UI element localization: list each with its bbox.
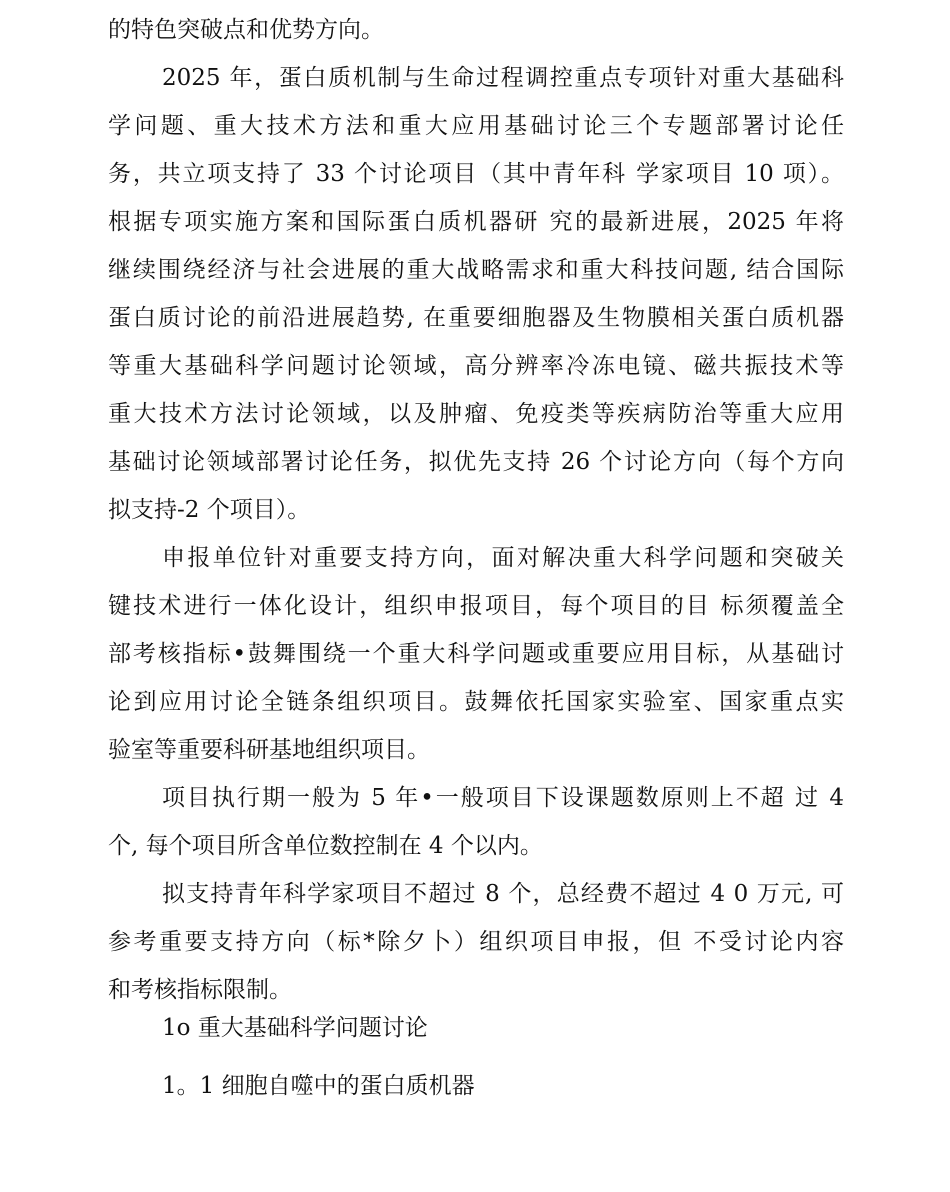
subsection-heading: 1。1 细胞自噬中的蛋白质机器 <box>162 1073 475 1099</box>
paragraph-line: 拟支持青年科学家项目不超过 8 个，总经费不超过 4 0 万元, 可 <box>162 881 844 907</box>
text-line: 的特色突破点和优势方向。 <box>108 17 384 43</box>
paragraph-line: 拟支持-2 个项目）。 <box>108 497 311 523</box>
paragraph-line: 基础讨论领域部署讨论任务，拟优先支持 26 个讨论方向（每个方向 <box>108 449 844 475</box>
paragraph-line: 申报单位针对重要支持方向，面对解决重大科学问题和突破关 <box>162 545 844 571</box>
paragraph-line: 键技术进行一体化设计，组织申报项目，每个项目的目 标须覆盖全 <box>108 593 844 619</box>
paragraph-line: 项目执行期一般为 5 年•一般项目下设课题数原则上不超 过 4 <box>162 785 844 811</box>
paragraph-line: 2025 年，蛋白质机制与生命过程调控重点专项针对重大基础科 <box>162 65 844 91</box>
paragraph-line: 参考重要支持方向（标*除夕卜）组织项目申报，但 不受讨论内容 <box>108 929 844 955</box>
paragraph-line: 和考核指标限制。 <box>108 977 292 1003</box>
paragraph-line: 个, 每个项目所含单位数控制在 4 个以内。 <box>108 833 543 859</box>
paragraph-line: 根据专项实施方案和国际蛋白质机器研 究的最新进展，2025 年将 <box>108 209 844 235</box>
section-heading: 1o 重大基础科学问题讨论 <box>162 1015 428 1041</box>
paragraph-line: 部考核指标•鼓舞围绕一个重大科学问题或重要应用目标，从基础讨 <box>108 641 844 667</box>
paragraph-line: 重大技术方法讨论领域，以及肿瘤、免疫类等疾病防治等重大应用 <box>108 401 844 427</box>
paragraph-line: 等重大基础科学问题讨论领域，高分辨率冷冻电镜、磁共振技术等 <box>108 353 844 379</box>
paragraph-line: 验室等重要科研基地组织项目。 <box>108 737 430 763</box>
paragraph-line: 继续围绕经济与社会进展的重大战略需求和重大科技问题, 结合国际 <box>108 257 844 283</box>
paragraph-line: 学问题、重大技术方法和重大应用基础讨论三个专题部署讨论任 <box>108 113 844 139</box>
paragraph-line: 蛋白质讨论的前沿进展趋势, 在重要细胞器及生物膜相关蛋白质机器 <box>108 305 844 331</box>
paragraph-line: 论到应用讨论全链条组织项目。鼓舞依托国家实验室、国家重点实 <box>108 689 844 715</box>
paragraph-line: 务，共立项支持了 33 个讨论项目（其中青年科 学家项目 10 项）。 <box>108 161 844 187</box>
